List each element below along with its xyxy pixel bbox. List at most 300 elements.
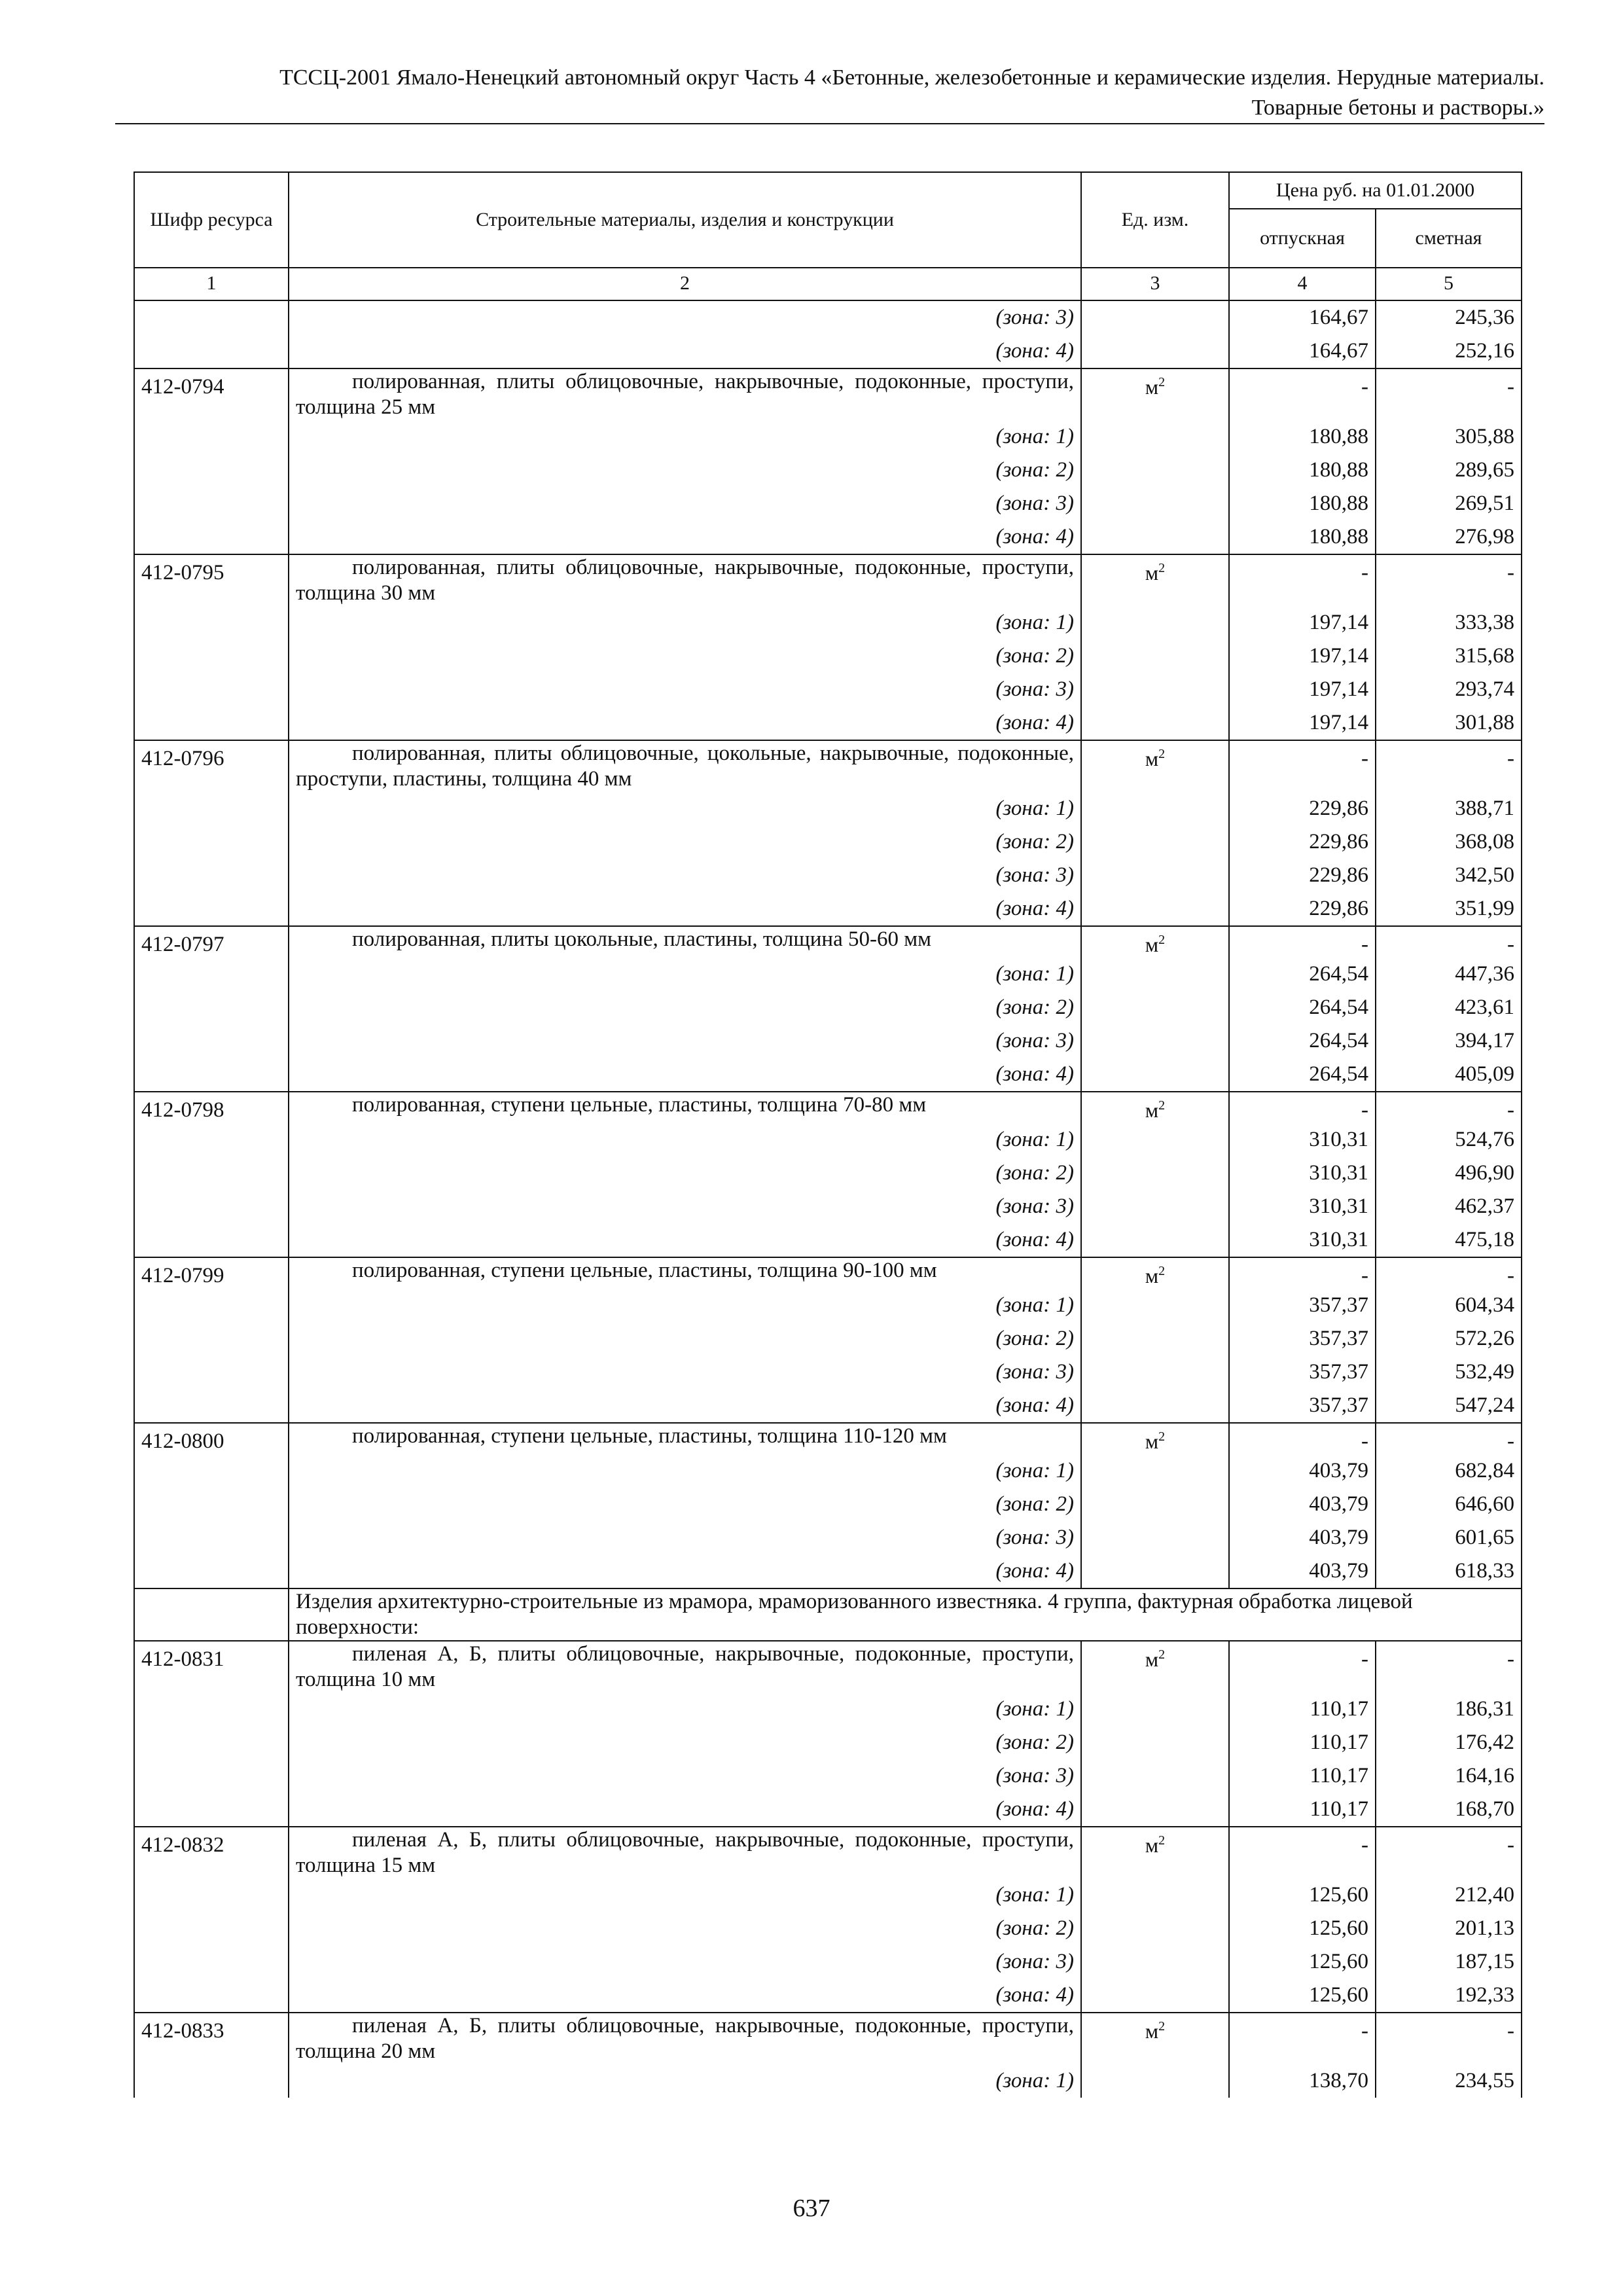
zone-release-price: 180,88 [1229, 520, 1376, 554]
zone-unit-cell [1081, 606, 1229, 639]
zone-estimate-price: 475,18 [1376, 1223, 1522, 1257]
resource-release-price: - [1229, 1827, 1376, 1878]
zone-estimate-price: 212,40 [1376, 1878, 1522, 1912]
zone-label: (зона: 4) [289, 892, 1081, 926]
resource-release-price: - [1229, 554, 1376, 606]
zone-release-price: 310,31 [1229, 1190, 1376, 1223]
zone-label: (зона: 2) [289, 1157, 1081, 1190]
zone-estimate-price: 187,15 [1376, 1945, 1522, 1979]
zone-code-cell [134, 958, 289, 991]
zone-unit-cell [1081, 1355, 1229, 1389]
resource-code: 412-0799 [134, 1257, 289, 1289]
resource-unit [1081, 1257, 1229, 1289]
zone-estimate-price: 682,84 [1376, 1454, 1522, 1488]
zone-code-cell [134, 520, 289, 554]
resource-release-price: - [1229, 2013, 1376, 2064]
zone-code-cell [134, 1058, 289, 1092]
resource-release-price: - [1229, 368, 1376, 420]
zone-row [134, 1190, 1522, 1223]
zone-label: (зона: 1) [289, 1878, 1081, 1912]
unit-exponent: 2 [1158, 1429, 1166, 1444]
resource-unit [1081, 2013, 1229, 2064]
resource-row [134, 2013, 1522, 2064]
zone-code-cell [134, 892, 289, 926]
resource-name [289, 1827, 1081, 1878]
zone-row [134, 606, 1522, 639]
zone-estimate-price: 342,50 [1376, 859, 1522, 892]
zone-unit-cell [1081, 792, 1229, 825]
zone-estimate-price: 524,76 [1376, 1123, 1522, 1157]
zone-code-cell [134, 991, 289, 1024]
header-estimate-price: сметная [1376, 209, 1522, 268]
zone-code-cell [134, 825, 289, 859]
zone-estimate-price: 646,60 [1376, 1488, 1522, 1521]
zone-code-cell [134, 1322, 289, 1355]
zone-unit-cell [1081, 1693, 1229, 1726]
zone-row [134, 334, 1522, 368]
zone-estimate-price: 496,90 [1376, 1157, 1522, 1190]
resource-unit [1081, 1641, 1229, 1693]
zone-code-cell [134, 1912, 289, 1945]
zone-label: (зона: 3) [289, 859, 1081, 892]
zone-label: (зона: 2) [289, 825, 1081, 859]
zone-code-cell [134, 1979, 289, 2013]
resource-row [134, 1092, 1522, 1123]
zone-row [134, 991, 1522, 1024]
zone-estimate-price: 269,51 [1376, 487, 1522, 520]
resource-estimate-price: - [1376, 1092, 1522, 1123]
zone-label: (зона: 2) [289, 454, 1081, 487]
zone-estimate-price: 293,74 [1376, 673, 1522, 706]
zone-estimate-price: 252,16 [1376, 334, 1522, 368]
zone-row [134, 859, 1522, 892]
zone-row [134, 454, 1522, 487]
zone-row [134, 825, 1522, 859]
zone-release-price: 164,67 [1229, 300, 1376, 334]
zone-unit-cell [1081, 859, 1229, 892]
zone-label: (зона: 2) [289, 1912, 1081, 1945]
zone-row [134, 892, 1522, 926]
resource-release-price: - [1229, 1641, 1376, 1693]
zone-row [134, 1521, 1522, 1554]
zone-row [134, 1223, 1522, 1257]
zone-row [134, 1024, 1522, 1058]
resource-row [134, 1827, 1522, 1878]
zone-release-price: 110,17 [1229, 1759, 1376, 1793]
resource-name [289, 740, 1081, 792]
zone-unit-cell [1081, 1979, 1229, 2013]
resource-name-text: полированная, плиты облицовочные, накрывочные, подоконные, проступи, толщина 25 мм [296, 370, 1074, 419]
header-release-price: отпускная [1229, 209, 1376, 268]
header-rule [115, 123, 1544, 124]
zone-label: (зона: 1) [289, 420, 1081, 454]
zone-code-cell [134, 454, 289, 487]
zone-estimate-price: 462,37 [1376, 1190, 1522, 1223]
zone-unit-cell [1081, 1123, 1229, 1157]
zone-release-price: 357,37 [1229, 1355, 1376, 1389]
zone-estimate-price: 572,26 [1376, 1322, 1522, 1355]
zone-label: (зона: 4) [289, 1979, 1081, 2013]
zone-row [134, 1759, 1522, 1793]
zone-estimate-price: 618,33 [1376, 1554, 1522, 1588]
zone-unit-cell [1081, 1024, 1229, 1058]
unit-base: м [1145, 375, 1159, 399]
zone-code-cell [134, 334, 289, 368]
zone-release-price: 110,17 [1229, 1726, 1376, 1759]
zone-unit-cell [1081, 1759, 1229, 1793]
zone-label: (зона: 3) [289, 1945, 1081, 1979]
zone-estimate-price: 276,98 [1376, 520, 1522, 554]
zone-release-price: 197,14 [1229, 639, 1376, 673]
zone-row [134, 673, 1522, 706]
header-name: Строительные материалы, изделия и конструкции [289, 172, 1081, 268]
resource-unit [1081, 926, 1229, 958]
zone-estimate-price: 305,88 [1376, 420, 1522, 454]
zone-row [134, 1793, 1522, 1827]
resource-name-text: полированная, ступени цельные, пластины, толщина 70-80 мм [352, 1093, 927, 1117]
zone-row [134, 1726, 1522, 1759]
resource-unit [1081, 1423, 1229, 1454]
resource-unit [1081, 554, 1229, 606]
resource-estimate-price: - [1376, 2013, 1522, 2064]
zone-release-price: 264,54 [1229, 1024, 1376, 1058]
zone-code-cell [134, 1554, 289, 1588]
unit-exponent: 2 [1158, 561, 1166, 575]
zone-unit-cell [1081, 639, 1229, 673]
zone-row [134, 1488, 1522, 1521]
resource-estimate-price: - [1376, 368, 1522, 420]
zone-code-cell [134, 1289, 289, 1322]
zone-code-cell [134, 706, 289, 740]
zone-code-cell [134, 1521, 289, 1554]
zone-estimate-price: 192,33 [1376, 1979, 1522, 2013]
zone-label: (зона: 4) [289, 520, 1081, 554]
zone-unit-cell [1081, 673, 1229, 706]
zone-row [134, 1389, 1522, 1423]
zone-label: (зона: 4) [289, 706, 1081, 740]
zone-unit-cell [1081, 1488, 1229, 1521]
zone-code-cell [134, 300, 289, 334]
unit-base: м [1145, 1833, 1159, 1857]
zone-estimate-price: 394,17 [1376, 1024, 1522, 1058]
zone-code-cell [134, 792, 289, 825]
zone-label: (зона: 1) [289, 1454, 1081, 1488]
running-header-line-1: ТССЦ-2001 Ямало-Ненецкий автономный округ Часть 4 «Бетонные, железобетонные и керамические изделия. Нерудные материалы. [279, 65, 1544, 90]
zone-estimate-price: 388,71 [1376, 792, 1522, 825]
resource-estimate-price: - [1376, 740, 1522, 792]
running-header [115, 63, 1544, 123]
zone-release-price: 403,79 [1229, 1521, 1376, 1554]
resource-code: 412-0831 [134, 1641, 289, 1693]
zone-unit-cell [1081, 1878, 1229, 1912]
resource-name-text: полированная, плиты облицовочные, накрывочные, подоконные, проступи, толщина 30 мм [296, 556, 1074, 605]
zone-unit-cell [1081, 1726, 1229, 1759]
zone-label: (зона: 2) [289, 1726, 1081, 1759]
resource-name-text: полированная, ступени цельные, пластины, толщина 90-100 мм [352, 1259, 937, 1282]
zone-release-price: 197,14 [1229, 606, 1376, 639]
zone-code-cell [134, 1793, 289, 1827]
zone-estimate-price: 447,36 [1376, 958, 1522, 991]
zone-label: (зона: 2) [289, 1322, 1081, 1355]
zone-release-price: 197,14 [1229, 673, 1376, 706]
zone-unit-cell [1081, 454, 1229, 487]
zone-code-cell [134, 606, 289, 639]
zone-release-price: 110,17 [1229, 1793, 1376, 1827]
resource-name [289, 926, 1081, 958]
zone-row [134, 1945, 1522, 1979]
unit-base: м [1145, 1647, 1159, 1671]
zone-row [134, 1289, 1522, 1322]
zone-label: (зона: 3) [289, 1759, 1081, 1793]
column-number: 3 [1081, 268, 1229, 300]
zone-release-price: 310,31 [1229, 1157, 1376, 1190]
zone-release-price: 125,60 [1229, 1979, 1376, 2013]
zone-code-cell [134, 1389, 289, 1423]
unit-base: м [1145, 933, 1159, 956]
zone-unit-cell [1081, 991, 1229, 1024]
zone-label: (зона: 1) [289, 792, 1081, 825]
zone-release-price: 125,60 [1229, 1912, 1376, 1945]
zone-unit-cell [1081, 1157, 1229, 1190]
resource-name [289, 1257, 1081, 1289]
zone-code-cell [134, 639, 289, 673]
zone-row [134, 487, 1522, 520]
zone-release-price: 164,67 [1229, 334, 1376, 368]
zone-release-price: 403,79 [1229, 1454, 1376, 1488]
resource-row [134, 554, 1522, 606]
zone-code-cell [134, 1355, 289, 1389]
zone-estimate-price: 164,16 [1376, 1759, 1522, 1793]
unit-exponent: 2 [1158, 375, 1166, 389]
column-number: 2 [289, 268, 1081, 300]
unit-base: м [1145, 1098, 1159, 1122]
zone-label: (зона: 1) [289, 606, 1081, 639]
resource-row [134, 1257, 1522, 1289]
resource-code: 412-0795 [134, 554, 289, 606]
zone-label: (зона: 3) [289, 487, 1081, 520]
zone-unit-cell [1081, 1223, 1229, 1257]
zone-release-price: 403,79 [1229, 1488, 1376, 1521]
zone-estimate-price: 201,13 [1376, 1912, 1522, 1945]
zone-release-price: 180,88 [1229, 487, 1376, 520]
zone-unit-cell [1081, 1793, 1229, 1827]
resource-name [289, 554, 1081, 606]
zone-release-price: 264,54 [1229, 958, 1376, 991]
zone-unit-cell [1081, 1521, 1229, 1554]
zone-unit-cell [1081, 1190, 1229, 1223]
resource-row [134, 1641, 1522, 1693]
zone-unit-cell [1081, 1058, 1229, 1092]
resource-name-text: пиленая А, Б, плиты облицовочные, накрывочные, подоконные, проступи, толщина 10 мм [296, 1642, 1074, 1691]
unit-exponent: 2 [1158, 1098, 1166, 1113]
zone-release-price: 310,31 [1229, 1223, 1376, 1257]
resource-unit [1081, 1827, 1229, 1878]
header-code: Шифр ресурса [134, 172, 289, 268]
resource-unit [1081, 1092, 1229, 1123]
zone-code-cell [134, 487, 289, 520]
header-unit: Ед. изм. [1081, 172, 1229, 268]
zone-label: (зона: 3) [289, 300, 1081, 334]
zone-row [134, 1912, 1522, 1945]
resource-name-text: полированная, плиты цокольные, пластины, толщина 50-60 мм [352, 927, 931, 951]
zone-row [134, 1058, 1522, 1092]
section-heading: Изделия архитектурно-строительные из мрамора, мраморизованного известняка. 4 группа, фактурная обработка лицевой поверхности: [289, 1588, 1522, 1641]
resource-release-price: - [1229, 1092, 1376, 1123]
section-code-cell [134, 1588, 289, 1641]
zone-row [134, 1878, 1522, 1912]
resource-release-price: - [1229, 926, 1376, 958]
unit-exponent: 2 [1158, 1833, 1166, 1848]
unit-exponent: 2 [1158, 2019, 1166, 2034]
zone-label: (зона: 4) [289, 1223, 1081, 1257]
zone-release-price: 357,37 [1229, 1322, 1376, 1355]
zone-label: (зона: 4) [289, 1793, 1081, 1827]
zone-unit-cell [1081, 1389, 1229, 1423]
zone-row [134, 520, 1522, 554]
price-table [134, 171, 1522, 2098]
zone-row [134, 1123, 1522, 1157]
resource-name [289, 1092, 1081, 1123]
unit-exponent: 2 [1158, 1647, 1166, 1662]
zone-label: (зона: 4) [289, 1554, 1081, 1588]
zone-unit-cell [1081, 300, 1229, 334]
zone-release-price: 180,88 [1229, 454, 1376, 487]
resource-code: 412-0800 [134, 1423, 289, 1454]
resource-release-price: - [1229, 740, 1376, 792]
zone-row [134, 792, 1522, 825]
zone-estimate-price: 547,24 [1376, 1389, 1522, 1423]
resource-code: 412-0794 [134, 368, 289, 420]
zone-estimate-price: 601,65 [1376, 1521, 1522, 1554]
zone-estimate-price: 368,08 [1376, 825, 1522, 859]
zone-unit-cell [1081, 1554, 1229, 1588]
section-heading-row [134, 1588, 1522, 1641]
zone-release-price: 229,86 [1229, 825, 1376, 859]
zone-code-cell [134, 1454, 289, 1488]
zone-code-cell [134, 1157, 289, 1190]
zone-release-price: 229,86 [1229, 892, 1376, 926]
zone-estimate-price: 532,49 [1376, 1355, 1522, 1389]
zone-unit-cell [1081, 334, 1229, 368]
price-table-header [134, 172, 1522, 268]
zone-label: (зона: 2) [289, 639, 1081, 673]
zone-unit-cell [1081, 1912, 1229, 1945]
unit-base: м [1145, 2019, 1159, 2043]
zone-row [134, 1693, 1522, 1726]
column-number-row [134, 268, 1522, 300]
zone-code-cell [134, 1693, 289, 1726]
resource-estimate-price: - [1376, 1423, 1522, 1454]
zone-label: (зона: 4) [289, 334, 1081, 368]
resource-code: 412-0797 [134, 926, 289, 958]
zone-unit-cell [1081, 1945, 1229, 1979]
zone-estimate-price: 245,36 [1376, 300, 1522, 334]
header-price-group: Цена руб. на 01.01.2000 [1229, 172, 1522, 209]
resource-estimate-price: - [1376, 1257, 1522, 1289]
zone-unit-cell [1081, 1322, 1229, 1355]
resource-name [289, 2013, 1081, 2064]
zone-release-price: 403,79 [1229, 1554, 1376, 1588]
zone-unit-cell [1081, 892, 1229, 926]
resource-name-text: полированная, плиты облицовочные, цокольные, накрывочные, подоконные, проступи, пластины, толщина 40 мм [296, 742, 1074, 791]
zone-label: (зона: 3) [289, 1190, 1081, 1223]
zone-row [134, 706, 1522, 740]
zone-code-cell [134, 1945, 289, 1979]
resource-row [134, 740, 1522, 792]
zone-label: (зона: 3) [289, 1024, 1081, 1058]
zone-unit-cell [1081, 2064, 1229, 2098]
zone-unit-cell [1081, 1454, 1229, 1488]
resource-row [134, 368, 1522, 420]
zone-row [134, 420, 1522, 454]
resource-unit [1081, 740, 1229, 792]
unit-base: м [1145, 747, 1159, 770]
resource-code: 412-0798 [134, 1092, 289, 1123]
zone-release-price: 229,86 [1229, 859, 1376, 892]
zone-code-cell [134, 1123, 289, 1157]
resource-code: 412-0832 [134, 1827, 289, 1878]
zone-label: (зона: 3) [289, 1521, 1081, 1554]
column-number: 4 [1229, 268, 1376, 300]
zone-label: (зона: 1) [289, 1693, 1081, 1726]
zone-release-price: 310,31 [1229, 1123, 1376, 1157]
zone-row [134, 1554, 1522, 1588]
column-number: 5 [1376, 268, 1522, 300]
resource-code: 412-0833 [134, 2013, 289, 2064]
zone-release-price: 229,86 [1229, 792, 1376, 825]
zone-code-cell [134, 2064, 289, 2098]
zone-label: (зона: 3) [289, 673, 1081, 706]
zone-estimate-price: 351,99 [1376, 892, 1522, 926]
zone-row [134, 300, 1522, 334]
page-number: 637 [793, 2195, 830, 2222]
zone-label: (зона: 2) [289, 1488, 1081, 1521]
resource-release-price: - [1229, 1257, 1376, 1289]
resource-name [289, 1423, 1081, 1454]
zone-label: (зона: 2) [289, 991, 1081, 1024]
resource-estimate-price: - [1376, 1827, 1522, 1878]
zone-estimate-price: 168,70 [1376, 1793, 1522, 1827]
resource-name-text: пиленая А, Б, плиты облицовочные, накрывочные, подоконные, проступи, толщина 15 мм [296, 1828, 1074, 1877]
zone-estimate-price: 405,09 [1376, 1058, 1522, 1092]
zone-row [134, 2064, 1522, 2098]
zone-release-price: 264,54 [1229, 1058, 1376, 1092]
unit-exponent: 2 [1158, 933, 1166, 947]
zone-code-cell [134, 1878, 289, 1912]
resource-estimate-price: - [1376, 1641, 1522, 1693]
zone-code-cell [134, 1726, 289, 1759]
zone-unit-cell [1081, 825, 1229, 859]
zone-unit-cell [1081, 420, 1229, 454]
zone-code-cell [134, 1024, 289, 1058]
zone-label: (зона: 1) [289, 1123, 1081, 1157]
zone-code-cell [134, 1759, 289, 1793]
zone-estimate-price: 176,42 [1376, 1726, 1522, 1759]
zone-row [134, 1355, 1522, 1389]
zone-code-cell [134, 859, 289, 892]
zone-estimate-price: 234,55 [1376, 2064, 1522, 2098]
zone-release-price: 197,14 [1229, 706, 1376, 740]
zone-unit-cell [1081, 958, 1229, 991]
zone-unit-cell [1081, 706, 1229, 740]
resource-release-price: - [1229, 1423, 1376, 1454]
zone-label: (зона: 1) [289, 1289, 1081, 1322]
zone-unit-cell [1081, 520, 1229, 554]
zone-estimate-price: 333,38 [1376, 606, 1522, 639]
zone-release-price: 125,60 [1229, 1878, 1376, 1912]
zone-estimate-price: 301,88 [1376, 706, 1522, 740]
resource-name-text: полированная, ступени цельные, пластины, толщина 110-120 мм [352, 1424, 947, 1448]
